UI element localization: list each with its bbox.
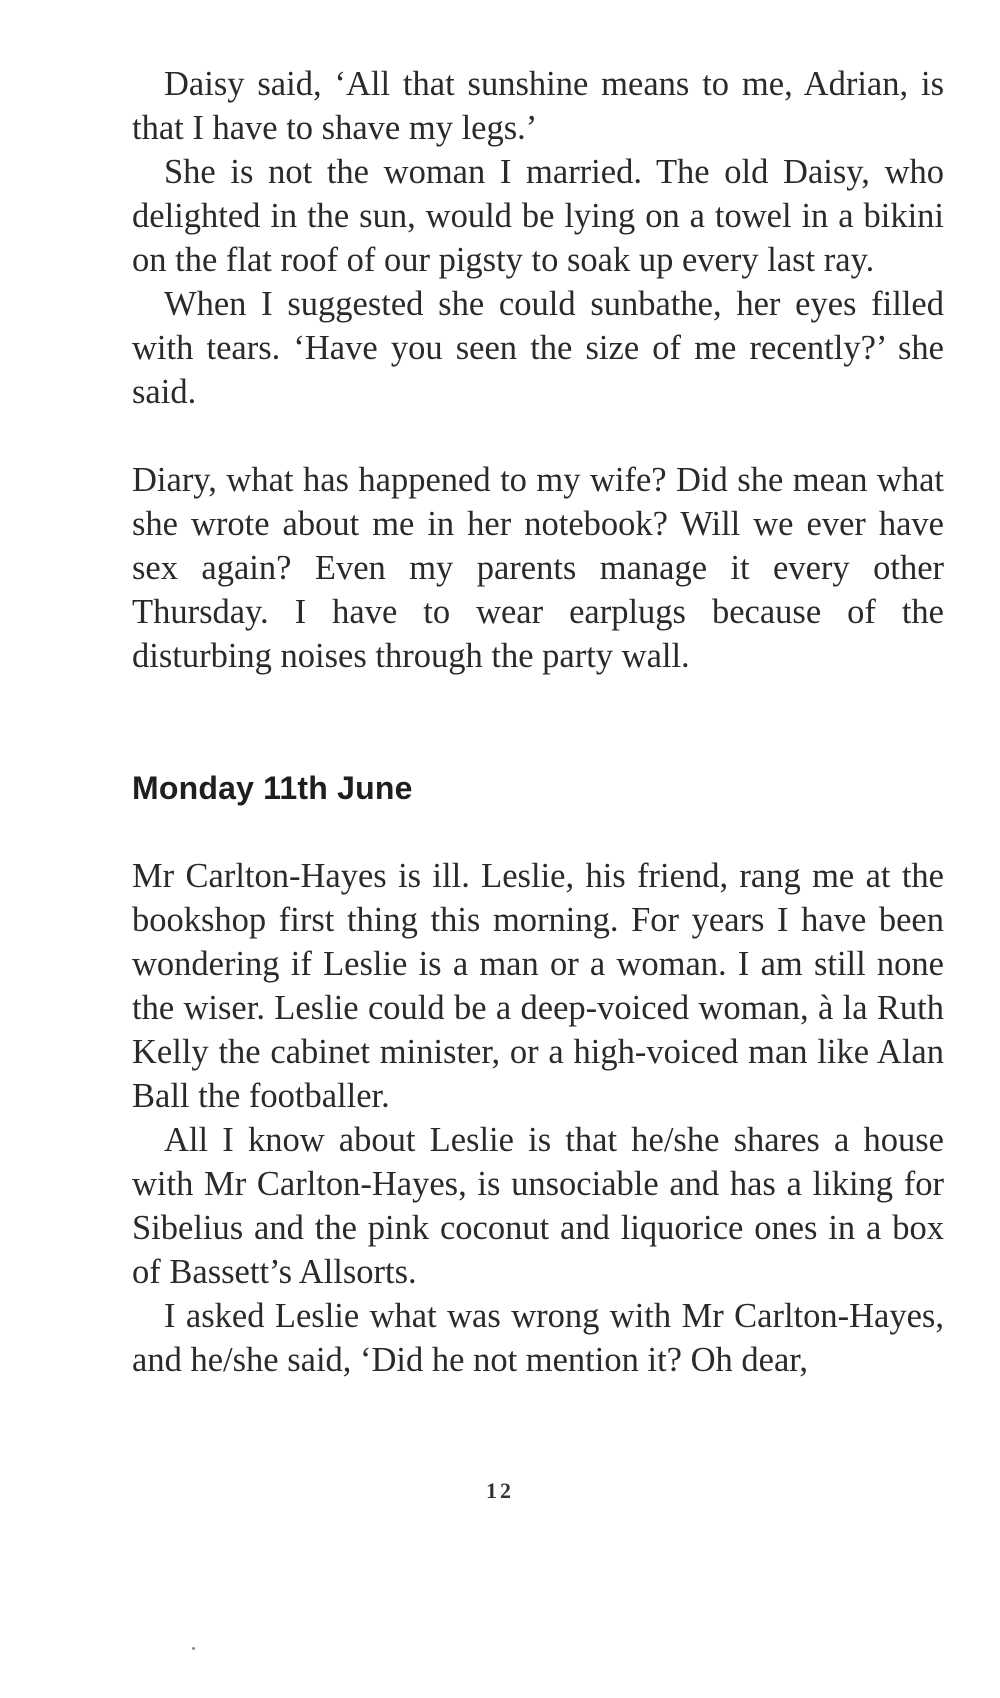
paragraph-diary: Diary, what has happened to my wife? Did she mean what she wrote about me in her notebook? Will we ever have sex again? Even my parents manage it every other Thursday. I have to wear earplugs because of the disturbing noises through the party wall.	[132, 461, 944, 675]
paragraph-sunbathe: When I suggested she could sunbathe, her eyes filled with tears. ‘Have you seen the size of me recently?’ she said.	[132, 285, 944, 411]
page-number: 12	[486, 1478, 514, 1503]
scan-speck	[192, 1647, 195, 1650]
paragraph-about-leslie: All I know about Leslie is that he/she shares a house with Mr Carlton-Hayes, is unsociable and has a liking for Sibelius and the pink coconut and liquorice ones in a box of Bassett’s Allsorts.	[132, 1121, 944, 1291]
section-gap	[132, 678, 944, 766]
heading-gap	[132, 810, 944, 854]
paragraph-carlton-hayes-ill: Mr Carlton-Hayes is ill. Leslie, his friend, rang me at the bookshop first thing this morning. For years I have been wondering if Leslie is a man or a woman. I am still none the wiser. Leslie could be a deep-voiced woman, à la Ruth Kelly the cabinet minister, or a high-voiced man like Alan Ball the footballer.	[132, 857, 944, 1115]
paragraph-asked-leslie: I asked Leslie what was wrong with Mr Carlton-Hayes, and he/she said, ‘Did he not mention it? Oh dear,	[132, 1297, 944, 1379]
paragraph-old-daisy: She is not the woman I married. The old Daisy, who delighted in the sun, would be lying on a towel in a bikini on the flat roof of our pigsty to soak up every last ray.	[132, 153, 944, 279]
paragraph-gap	[132, 414, 944, 458]
paragraph-daisy-sunshine: Daisy said, ‘All that sunshine means to me, Adrian, is that I have to shave my legs.’	[132, 65, 944, 147]
book-page	[132, 62, 944, 1382]
diary-entry-heading: Monday 11th June	[132, 770, 413, 806]
